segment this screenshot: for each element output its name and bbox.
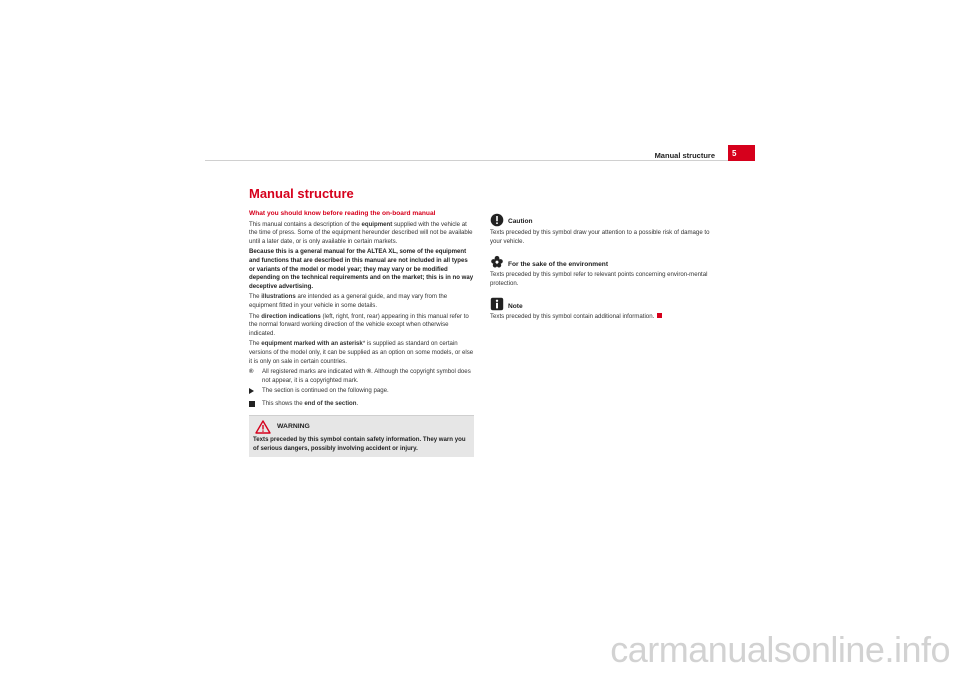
directions-paragraph: The direction indications (left, right, front, rear) appearing in this manual refer to the normal forward working direction of the vehicle except when otherwise indicated. <box>249 312 469 337</box>
black-square-icon <box>249 401 255 407</box>
right-column <box>490 213 716 331</box>
continued-item <box>249 387 474 398</box>
section-subheading: What you should know before reading the on-board manual <box>249 210 436 217</box>
note-text: Texts preceded by this symbol contain additional information. <box>490 313 716 322</box>
environment-text: Texts preceded by this symbol refer to relevant points concerning environ-mental protection. <box>490 271 708 287</box>
caution-title: Caution <box>508 218 533 226</box>
left-column <box>249 210 474 457</box>
warning-triangle-icon <box>255 420 271 434</box>
running-title: Manual structure <box>654 151 715 160</box>
end-mark-icon <box>657 313 662 318</box>
header-rule <box>205 160 755 161</box>
general-manual-paragraph: Because this is a general manual for the ALTEA XL, some of the equipment and functions that are described in this manual are not included in all types or variants of the model or model year; they may vary or be modified depending on the technical requirements and on the market; this is in no way deceptive advertising. <box>249 248 474 290</box>
watermark: carmanualsonline.info <box>610 629 950 670</box>
exclamation-circle-icon <box>490 213 504 227</box>
environment-heading <box>490 255 716 269</box>
registered-text: All registered marks are indicated with ®. Although the copyright symbol does not appear, it is a copyrighted mark. <box>262 368 471 384</box>
continued-text: The section is continued on the following page. <box>262 387 389 395</box>
warning-title: WARNING <box>277 423 310 431</box>
registered-marks-item <box>249 368 474 385</box>
end-section-item <box>249 400 474 411</box>
end-section-text: This shows the end of the section. <box>262 399 359 407</box>
page-title: Manual structure <box>249 186 354 201</box>
note-icon <box>490 297 504 311</box>
flower-icon <box>490 255 504 269</box>
intro-paragraph: This manual contains a description of the equipment supplied with the vehicle at the time of press. Some of the equipment hereunder described will not be available until a later date, or is only available in certain markets. <box>249 220 473 245</box>
note-title: Note <box>508 302 523 310</box>
warning-text: Texts preceded by this symbol contain safety information. They warn you of serious dangers, possibly involving accident or injury. <box>253 436 466 453</box>
warning-box <box>249 415 474 456</box>
note-heading <box>490 297 716 311</box>
page-number: 5 <box>728 145 755 161</box>
caution-text: Texts preceded by this symbol draw your attention to a possible risk of damage to your vehicle. <box>490 229 710 245</box>
asterisk-paragraph: The equipment marked with an asterisk* is supplied as standard on certain versions of the model only, it can be supplied as an option on some models, or else it is only on sale in certain countries. <box>249 340 474 365</box>
illustrations-paragraph: The illustrations are intended as a general guide, and may vary from the equipment fitted in your vehicle in some details. <box>249 293 448 309</box>
registered-symbol: ® <box>249 368 254 376</box>
caution-heading <box>490 213 716 227</box>
triangle-arrow-icon <box>249 388 254 394</box>
environment-title: For the sake of the environment <box>508 260 609 268</box>
